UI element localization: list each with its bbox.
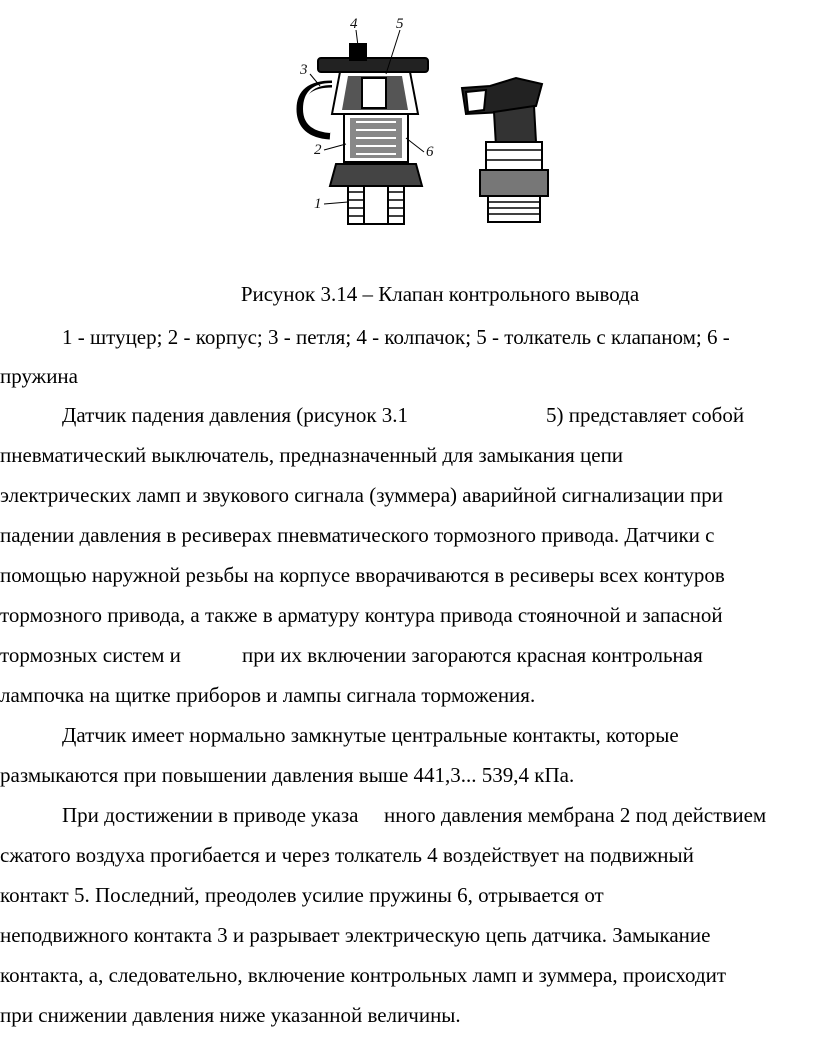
paragraph-line: тормозного привода, а также в арматуру контура привода стояночной и запасной — [0, 603, 723, 627]
figure-caption: Рисунок 3.14 – Клапан контрольного вывода — [240, 282, 640, 306]
figure-label-2: 2 — [314, 142, 322, 158]
paragraph-line: падении давления в ресиверах пневматического тормозного привода. Датчики с — [0, 523, 715, 547]
paragraph-line: при снижении давления ниже указанной величины. — [0, 1003, 461, 1027]
paragraph-line: при их включении загораются красная контрольная — [242, 643, 703, 667]
paragraph-line: нного давления мембрана 2 под действием — [384, 803, 767, 827]
paragraph-line: тормозных систем и — [0, 643, 181, 667]
paragraph-line: контакт 5. Последний, преодолев усилие пружины 6, отрывается от — [0, 883, 604, 907]
paragraph-line: Датчик падения давления (рисунок 3.1 — [62, 403, 409, 427]
paragraph-line: сжатого воздуха прогибается и через толкатель 4 воздействует на подвижный — [0, 843, 694, 867]
figure-label-4: 4 — [350, 16, 358, 32]
legend-line: пружина — [0, 364, 78, 388]
figure-label-6: 6 — [426, 144, 434, 160]
paragraph-line: Датчик имеет нормально замкнутые центральные контакты, которые — [62, 723, 679, 747]
valve-figure — [290, 14, 560, 234]
paragraph-line: лампочка на щитке приборов и лампы сигнала торможения. — [0, 683, 536, 707]
paragraph-line: электрических ламп и звукового сигнала (зуммера) аварийной сигнализации при — [0, 483, 723, 507]
figure-label-3: 3 — [300, 62, 308, 78]
paragraph-line: пневматический выключатель, предназначенный для замыкания цепи — [0, 443, 624, 467]
paragraph-line: 5) представляет собой — [546, 403, 745, 427]
valve-drawing — [290, 14, 560, 234]
paragraph-line: помощью наружной резьбы на корпусе вворачиваются в ресиверы всех контуров — [0, 563, 725, 587]
paragraph-line: неподвижного контакта 3 и разрывает электрическую цепь датчика. Замыкание — [0, 923, 711, 947]
figure-label-5: 5 — [396, 16, 404, 32]
legend-line: 1 - штуцер; 2 - корпус; 3 - петля; 4 - колпачок; 5 - толкатель с клапаном; 6 - — [62, 325, 730, 349]
paragraph-line: размыкаются при повышении давления выше 441,3... 539,4 кПа. — [0, 763, 575, 787]
paragraph-line: контакта, а, следовательно, включение контрольных ламп и зуммера, происходит — [0, 963, 727, 987]
paragraph-line: При достижении в приводе указа — [62, 803, 359, 827]
figure-label-1: 1 — [314, 196, 322, 212]
